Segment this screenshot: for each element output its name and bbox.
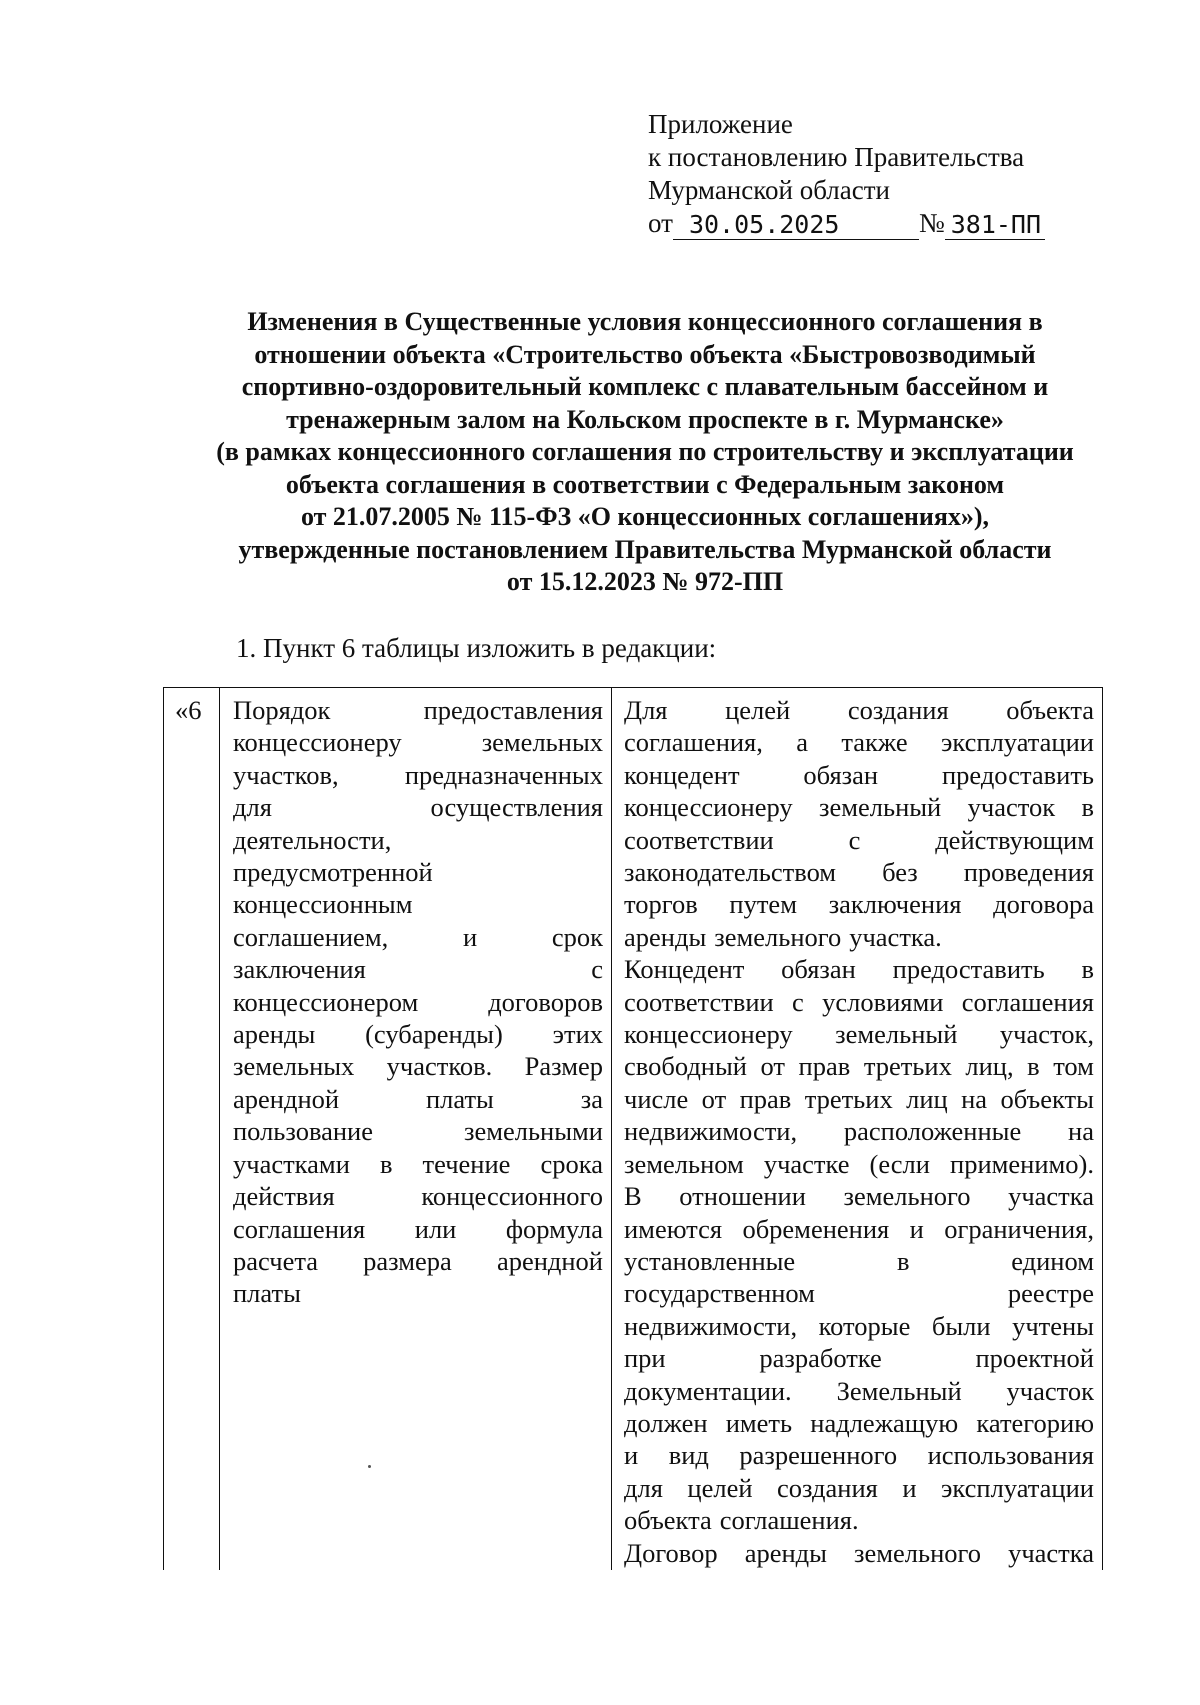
word: или (414, 1213, 457, 1244)
table-cell-name (220, 688, 612, 1570)
word: разработке (759, 1343, 882, 1374)
word: документации. (624, 1375, 792, 1406)
name-line (233, 1050, 603, 1082)
title-line: от 21.07.2005 № 115-ФЗ «О концессионных соглашениях»), (300, 502, 990, 531)
word: этих (552, 1019, 603, 1050)
word: условиями (822, 986, 944, 1017)
word: земельных (233, 1051, 355, 1082)
word: участками (233, 1148, 350, 1179)
description-line (624, 1342, 1094, 1374)
word: третьих (863, 1051, 952, 1082)
word: обязан (803, 759, 879, 790)
description-line (624, 1277, 1094, 1309)
name-line (233, 694, 603, 726)
word: предоставить (941, 759, 1094, 790)
title-line: Изменения в Существенные условия концессионного соглашения в (247, 307, 1043, 336)
title-line: объекта соглашения в соответствии с Федеральным законом (285, 469, 1005, 499)
word: земельными (463, 1116, 603, 1147)
description-line (624, 1245, 1094, 1277)
word: платы (425, 1083, 494, 1114)
word: договора (993, 889, 1094, 920)
document-title (150, 306, 1140, 599)
word: в (1081, 954, 1094, 985)
word: числе (624, 1083, 689, 1114)
word: на (1068, 1116, 1094, 1147)
word: заключения (828, 889, 962, 920)
word: имеются (624, 1213, 723, 1244)
word: Размер (524, 1051, 603, 1082)
word: действующим (935, 824, 1094, 855)
description-line (624, 1472, 1094, 1504)
name-line (233, 953, 603, 985)
word: с (848, 824, 861, 855)
word: земельных (481, 727, 603, 758)
word: без (882, 857, 918, 888)
description-line (624, 1439, 1094, 1471)
word: концессионеру (233, 727, 402, 758)
word: для (233, 792, 272, 823)
word: от (760, 1051, 785, 1082)
word: соглашением, (233, 921, 389, 952)
description-line (624, 824, 1094, 856)
table-cell-description (612, 688, 1102, 1570)
word: законодательством (624, 857, 837, 888)
name-line (233, 791, 603, 823)
word: договоров (488, 986, 603, 1017)
word: концедент (624, 759, 740, 790)
title-line: утвержденные постановлением Правительства Мурманской области (238, 534, 1052, 564)
intro-paragraph: 1. Пункт 6 таблицы изложить в редакции: (236, 633, 717, 663)
word: формула (505, 1213, 603, 1244)
word: обременения (742, 1213, 890, 1244)
word: недвижимости, (624, 1310, 798, 1341)
word: участок, (999, 1019, 1094, 1050)
word: также (841, 727, 908, 758)
word: на (961, 1083, 988, 1114)
word: в (1081, 792, 1094, 823)
name-line (233, 726, 603, 758)
word: установленные (624, 1245, 796, 1276)
word: предоставления (423, 695, 603, 725)
word: и (909, 1213, 924, 1244)
word: предназначенных (404, 759, 603, 790)
word: иметь (725, 1407, 793, 1438)
approval-block (648, 108, 1045, 240)
title-line: от 15.12.2023 № 972-ПП (506, 567, 784, 596)
word: участка (1008, 1181, 1094, 1212)
word: прав (739, 1083, 792, 1114)
word: участков, (233, 759, 339, 790)
word: концессионного (421, 1181, 603, 1212)
word: путем (729, 889, 797, 920)
word: действия (233, 1181, 335, 1212)
approval-region: Мурманской области (648, 175, 890, 205)
name-line (233, 1148, 603, 1180)
word: в (1027, 1051, 1040, 1082)
word: соответствии (624, 986, 774, 1017)
word: едином (1011, 1245, 1094, 1276)
word: проектной (975, 1343, 1094, 1374)
word: целей (725, 695, 791, 725)
title-line: отношении объекта «Строительство объекта «Быстровозводимый (254, 339, 1036, 369)
amendment-table (163, 687, 1103, 1570)
word: соглашения, (624, 727, 763, 758)
name-line (233, 1245, 603, 1277)
word: арендной (233, 1083, 340, 1114)
name-line: платы (233, 1278, 301, 1309)
name-line (233, 986, 603, 1018)
word: соглашения (233, 1213, 366, 1244)
word: земельного (854, 1537, 981, 1568)
word: категорию (976, 1407, 1094, 1438)
word: надлежащую (810, 1407, 959, 1438)
word: земельный (819, 792, 942, 823)
word: участка (1008, 1537, 1094, 1568)
word: концессионеру (624, 792, 793, 823)
word: срока (540, 1148, 603, 1179)
description-line (624, 1375, 1094, 1407)
number-value: 381-ПП (945, 211, 1045, 240)
word: объекты (1000, 1083, 1094, 1114)
word: лиц, (965, 1051, 1014, 1082)
word: (субаренды) (365, 1019, 503, 1050)
word: и (624, 1440, 639, 1471)
title-line: тренажерным залом на Кольском проспекте в г. Мурманске» (286, 404, 1004, 434)
word: в (896, 1245, 910, 1276)
word: объекта (624, 1505, 712, 1536)
word: том (1053, 1051, 1094, 1082)
description-line (624, 1407, 1094, 1439)
description-line (624, 759, 1094, 791)
word: а (796, 727, 809, 758)
word: течение (422, 1148, 511, 1179)
word: участок (967, 792, 1056, 823)
title-line: спортивно-оздоровительный комплекс с плавательным бассейном и (241, 372, 1049, 401)
name-line (233, 1083, 603, 1115)
description-line (624, 1018, 1094, 1050)
word: свободный (624, 1051, 747, 1082)
word: концессионером (233, 986, 419, 1017)
word: аренды (233, 1019, 316, 1050)
word: земельном (624, 1148, 744, 1179)
word: земельный (835, 1019, 958, 1050)
word: (если (869, 1148, 930, 1179)
word: соглашения. (719, 1505, 859, 1536)
scan-speck (368, 1465, 371, 1468)
word: В (624, 1181, 642, 1212)
word: прав (798, 1051, 851, 1082)
word: Порядок (233, 695, 331, 725)
word: за (580, 1083, 603, 1114)
approval-heading: Приложение (648, 109, 793, 139)
word: Земельный (836, 1375, 962, 1406)
description-line (624, 791, 1094, 823)
approval-reference: к постановлению Правительства (648, 142, 1025, 172)
word: предоставить (892, 954, 1045, 985)
word: аренды (744, 1537, 827, 1568)
word: осуществления (430, 792, 603, 823)
word: соответствии (624, 824, 774, 855)
item-number: «6 (175, 695, 202, 725)
word: обязан (781, 954, 856, 985)
description-line (624, 1537, 1094, 1569)
description-line (624, 1213, 1094, 1245)
word: аренды (624, 921, 707, 952)
word: с (591, 954, 603, 985)
word: участке (763, 1148, 850, 1179)
word: государственном (624, 1278, 815, 1309)
word: участок (1006, 1375, 1094, 1406)
word: были (931, 1310, 991, 1341)
table-cell-number (164, 688, 220, 1570)
word: должен (624, 1407, 708, 1438)
description-line (624, 1180, 1094, 1212)
word: земельного (714, 921, 842, 952)
name-line: деятельности, (233, 824, 392, 855)
title-line: (в рамках концессионного соглашения по строительству и эксплуатации (216, 437, 1074, 466)
word: для (624, 1472, 663, 1503)
word: при (624, 1343, 666, 1374)
word: и (902, 1472, 917, 1503)
name-line: предусмотренной (233, 857, 433, 888)
word: срок (551, 921, 603, 952)
word: использования (927, 1440, 1094, 1471)
approval-date-row (648, 207, 1045, 240)
word: разрешенного (739, 1440, 898, 1471)
word: участков. (386, 1051, 493, 1082)
description-line (624, 1504, 1094, 1536)
word: применимо). (950, 1148, 1094, 1179)
word: торгов (624, 889, 698, 920)
word: отношении (679, 1181, 806, 1212)
word: расположенные (843, 1116, 1022, 1147)
name-line (233, 1018, 603, 1050)
word: в (379, 1148, 393, 1179)
word: третьих (804, 1083, 893, 1114)
word: эксплуатации (941, 1472, 1094, 1503)
description-line (624, 986, 1094, 1018)
word: от (701, 1083, 727, 1114)
word: заключения (233, 954, 366, 985)
description-line (624, 1083, 1094, 1115)
name-line: концессионным (233, 889, 413, 920)
description-line (624, 726, 1094, 758)
word: и (462, 921, 478, 952)
word: размера (363, 1245, 452, 1276)
word: Для (624, 695, 668, 725)
word: арендной (496, 1245, 603, 1276)
date-prefix: от (648, 208, 673, 238)
name-line (233, 1180, 603, 1212)
word: Договор (624, 1537, 718, 1568)
description-line (624, 1148, 1094, 1180)
name-line (233, 921, 603, 953)
name-line (233, 759, 603, 791)
date-value: 30.05.2025 (673, 211, 919, 240)
word: расчета (233, 1245, 318, 1276)
word: участка. (849, 921, 942, 952)
word: ограничения, (944, 1213, 1094, 1244)
description-line (624, 1115, 1094, 1147)
word: лиц (906, 1083, 948, 1114)
description-line (624, 694, 1094, 726)
description-line (624, 1310, 1094, 1342)
word: проведения (963, 857, 1094, 888)
word: эксплуатации (941, 727, 1094, 758)
word: создания (847, 695, 949, 725)
name-line (233, 1213, 603, 1245)
word: Концедент (624, 954, 745, 985)
word: соглашения (961, 986, 1094, 1017)
word: реестре (1007, 1278, 1094, 1309)
description-line (624, 1050, 1094, 1082)
word: создания (777, 1472, 878, 1503)
description-line (624, 856, 1094, 888)
description-line (624, 953, 1094, 985)
word: пользование (233, 1116, 374, 1147)
description-line (624, 921, 1094, 953)
description-line (624, 888, 1094, 920)
word: которые (818, 1310, 911, 1341)
name-line (233, 1115, 603, 1147)
word: учтены (1012, 1310, 1094, 1341)
number-prefix: № (918, 208, 945, 238)
word: концессионеру (624, 1019, 793, 1050)
word: с (792, 986, 804, 1017)
word: объекта (1006, 695, 1094, 725)
word: целей (687, 1472, 753, 1503)
word: земельного (843, 1181, 971, 1212)
word: недвижимости, (624, 1116, 798, 1147)
word: вид (668, 1440, 709, 1471)
